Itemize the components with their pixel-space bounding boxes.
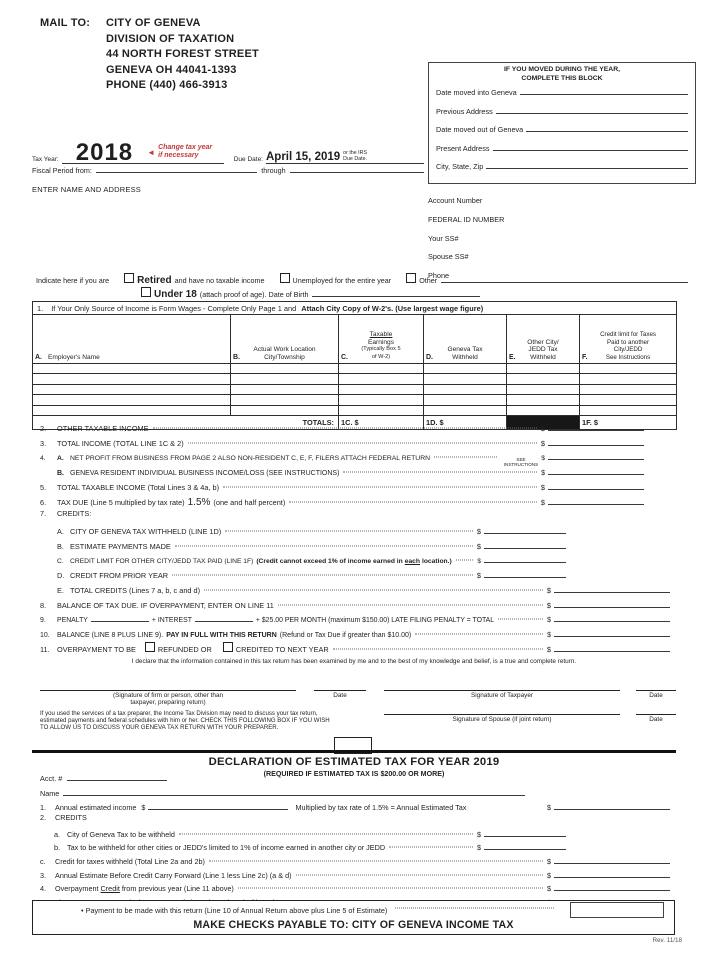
under18-checkbox[interactable] [141, 287, 151, 297]
mail-to-label: MAIL TO: [40, 17, 91, 29]
retired-label: Retired [137, 275, 172, 286]
wage-row [33, 364, 677, 374]
present-address-field[interactable] [493, 141, 688, 151]
dotted-leader [179, 833, 473, 834]
moved-during-year-box [428, 62, 696, 184]
wage-table [32, 301, 677, 430]
revision-label: Rev. 11/18 [652, 937, 682, 944]
wage-row [33, 384, 677, 394]
mail-to-block [40, 16, 259, 94]
amount-line[interactable] [554, 612, 670, 622]
your-ssn-label: Your SS# [428, 233, 459, 243]
preparer-date-line[interactable] [314, 690, 366, 691]
due-date-alt-note: or the IRS Due Date. [343, 150, 368, 163]
dotted-leader [415, 634, 543, 635]
line-5: 5. TOTAL TAXABLE INCOME (Total Lines 3 & 4a, b) $ [32, 480, 676, 495]
line-4a-amount: $ [541, 450, 644, 462]
amount-line[interactable] [554, 598, 670, 608]
amount-line[interactable] [548, 465, 644, 475]
total-1c-cell[interactable]: 1C. $ [339, 415, 424, 429]
amount-line[interactable] [484, 524, 566, 534]
line-6: 6. TAX DUE (Line 5 multiplied by tax rate) 1.5% (one and half percent) $ [32, 495, 676, 510]
dotted-leader [289, 501, 537, 502]
amount-line[interactable] [484, 827, 566, 837]
line-7a: A. CITY OF GENEVA TAX WITHHELD (LINE 1D) $ [32, 524, 676, 539]
amount-line[interactable] [548, 436, 644, 446]
dotted-leader [175, 545, 473, 546]
tax-year-label: Tax Year: [32, 156, 59, 163]
retired-suffix: and have no taxable income [174, 276, 265, 285]
estimate-line-2a: a. City of Geneva Tax to be withheld $ [32, 827, 676, 841]
dotted-leader [333, 648, 543, 649]
wage-cell[interactable] [33, 395, 231, 405]
col-taxable-earnings-header: C. Taxable Earnings (Typically Box 5 of W-2) [339, 315, 424, 364]
status-row-2 [36, 287, 688, 301]
address-line: CITY OF GENEVA [106, 17, 201, 29]
fiscal-period-row [32, 164, 424, 181]
interest-field[interactable] [195, 612, 253, 622]
col-credit-limit-header: F. Credit limit for Taxes Paid to another City/JEDD See Instructions [580, 315, 677, 364]
line-2-amount: $ [541, 421, 644, 433]
change-tax-year-note: Change tax year if necessary [158, 144, 213, 159]
declaration-statement: I declare that the information contained in this tax return has been examined by me and to the best of my knowledge and belief, is a true and complete return. [131, 657, 577, 665]
payment-amount-box[interactable] [570, 902, 664, 918]
amount-line[interactable] [554, 881, 670, 891]
fiscal-through-field[interactable] [290, 164, 424, 173]
line-10: 10. BALANCE (LINE 8 PLUS LINE 9). PAY IN FULL WITH THIS RETURN (Refund or Tax Due if greater than $10.00) $ [32, 627, 676, 642]
other-field[interactable] [441, 273, 688, 283]
tax-year-line[interactable] [62, 139, 224, 166]
spouse-signature-line[interactable] [384, 714, 620, 715]
line-7c-amount: $ [477, 553, 566, 565]
preparer-date-caption: Date [333, 692, 347, 699]
line-7b: B. ESTIMATE PAYMENTS MADE $ [32, 539, 676, 554]
date-moved-into-field[interactable] [520, 85, 688, 95]
annual-estimated-income-field[interactable] [148, 800, 288, 810]
amount-line[interactable] [554, 854, 670, 864]
dotted-leader [278, 604, 543, 605]
retired-checkbox[interactable] [124, 273, 134, 283]
wage-row [33, 395, 677, 405]
wage-row [33, 405, 677, 415]
name-field[interactable] [63, 786, 525, 796]
amount-line[interactable] [554, 868, 670, 878]
estimate-3-amount: $ [547, 868, 670, 880]
estimated-tax-section [32, 756, 676, 908]
line-9: 9. PENALTY + INTEREST + $25.00 PER MONTH (maximum $150.00) LATE FILING PENALTY = TOTAL $ [32, 612, 676, 627]
dotted-leader [238, 888, 543, 889]
refunded-checkbox[interactable] [145, 642, 155, 652]
line1-number: 1. [37, 303, 44, 313]
amount-line[interactable] [484, 553, 566, 563]
dotted-leader [153, 428, 537, 429]
city-state-zip-field[interactable] [486, 159, 688, 169]
wage-table-title-row [33, 302, 677, 315]
address-line: GENEVA OH 44041-1393 [106, 63, 237, 76]
amount-line[interactable] [484, 568, 566, 578]
total-1f-cell[interactable]: 1F. $ [580, 415, 677, 429]
dotted-leader [498, 619, 543, 620]
line-7e: E. TOTAL CREDITS (Lines 7 a, b, c and d) $ [32, 583, 676, 598]
estimate-subtitle: (REQUIRED IF ESTIMATED TAX IS $200.00 OR MORE) [263, 770, 445, 778]
moved-field-row: Date moved into Geneva [436, 85, 688, 104]
amount-line[interactable] [548, 450, 644, 460]
line-7d: D. CREDIT FROM PRIOR YEAR $ [32, 568, 676, 583]
dotted-leader [172, 575, 473, 576]
estimate-2b-amount: $ [477, 840, 566, 852]
estimate-acct-row [40, 771, 167, 783]
address-line: DIVISION OF TAXATION [106, 32, 235, 45]
filing-status-section [36, 273, 688, 300]
estimate-2a-amount: $ [477, 827, 566, 839]
amount-line[interactable] [484, 539, 566, 549]
line-5-amount: $ [541, 480, 644, 492]
line-9-amount: $ [547, 612, 670, 624]
estimate-line-2c: c. Credit for taxes withheld (Total Line 2a and 2b) $ [32, 854, 676, 868]
estimate-2c-amount: $ [547, 854, 670, 866]
estimate-line-1: 1. Annual estimated income $ Multiplied by tax rate of 1.5% = Annual Estimated Tax $ [32, 800, 676, 814]
amount-line[interactable] [554, 800, 670, 810]
totals-label: TOTALS: [33, 415, 339, 429]
line-7d-amount: $ [477, 568, 566, 580]
unemployed-label: Unemployed for the entire year [292, 276, 392, 285]
amount-line[interactable] [548, 421, 644, 431]
return-lines-section [32, 421, 676, 669]
due-date-value: April 15, 2019 [266, 151, 341, 163]
dotted-leader [456, 560, 474, 561]
signature-section [32, 682, 676, 750]
line-7: 7. CREDITS: [40, 509, 92, 519]
estimate-line-2b: b. Tax to be withheld for other cities or JEDD's limited to 1% of income earned in another city or JEDD $ [32, 840, 676, 854]
line-11: 11. OVERPAYMENT TO BE REFUNDED OR CREDITED TO NEXT YEAR $ [32, 642, 676, 657]
estimate-line-3: 3. Annual Estimate Before Credit Carry Forward (Line 1 less Line 2c) (a & d) $ [32, 868, 676, 882]
spouse-date-caption: Date [649, 716, 663, 723]
spouse-signature-caption: Signature of Spouse (if joint return) [452, 716, 552, 723]
amount-line[interactable] [554, 627, 670, 637]
tax-year-row [32, 128, 424, 164]
status-prompt: Indicate here if you are [36, 276, 110, 285]
address-line: PHONE (440) 466-3913 [106, 79, 228, 92]
col-geneva-tax-header: D. Geneva Tax Withheld [424, 315, 507, 364]
change-arrow-icon: ◄ [147, 148, 156, 157]
line-7c: C. CREDIT LIMIT FOR OTHER CITY/JEDD TAX PAID (LINE 1F) (Credit cannot exceed 1% of income earned in each location.) $ [32, 553, 676, 568]
account-number-label: Account Number [428, 196, 483, 205]
due-date-label: Due Date: [233, 156, 263, 163]
line-11-amount: $ [547, 642, 670, 654]
line-3: 3. TOTAL INCOME (TOTAL LINE 1C & 2) $ [32, 436, 676, 451]
spouse-ssn-label: Spouse SS# [428, 252, 469, 262]
amount-line[interactable] [554, 583, 670, 593]
line1-bold-text: Attach City Copy of W-2's. (Use largest wage figure) [301, 303, 484, 313]
wage-cell[interactable] [33, 364, 231, 374]
see-instructions-note: SEE INSTRUCTIONS [503, 457, 539, 468]
credited-checkbox[interactable] [223, 642, 233, 652]
date-of-birth-field[interactable] [312, 287, 480, 297]
moved-field-row: City, State, Zip [436, 159, 688, 178]
estimate-title: DECLARATION OF ESTIMATED TAX FOR YEAR 2019 [208, 756, 500, 768]
dotted-leader [434, 457, 497, 458]
col-employer-header: A. Employer's Name [33, 315, 231, 364]
payment-box [32, 900, 675, 935]
spouse-date-line[interactable] [636, 714, 676, 715]
wage-row [33, 374, 677, 384]
line-4a: 4. A. NET PROFIT FROM BUSINESS FROM PAGE 2 ALSO NON-RESIDENT C, E, F, FILERS ATTACH FEDERAL RETURN SEE INSTRUCTIONS $ [32, 450, 676, 465]
other-label: Other [419, 276, 438, 285]
col-work-location-header: B. Actual Work Location City/Township [231, 315, 339, 364]
amount-line[interactable] [484, 840, 566, 850]
estimate-line-2: 2. CREDITS [40, 813, 87, 823]
taxpayer-date-line[interactable] [636, 690, 676, 691]
dotted-leader [223, 486, 537, 487]
federal-id-label: FEDERAL ID NUMBER [428, 214, 505, 224]
under18-label: Under 18 [154, 288, 197, 300]
estimate-line-1-amount: $ [547, 800, 670, 812]
total-1d-cell[interactable]: 1D. $ [424, 415, 507, 429]
moved-field-row: Date moved out of Geneva [436, 122, 688, 141]
previous-address-field[interactable] [496, 104, 688, 114]
wage-cell[interactable] [33, 374, 231, 384]
phone-label: Phone [428, 271, 450, 281]
line-2: 2. OTHER TAXABLE INCOME $ [32, 421, 676, 436]
taxpayer-signature-caption: Signature of Taxpayer [470, 692, 534, 699]
estimate-4-amount: $ [547, 881, 670, 893]
due-date-line [266, 151, 424, 164]
amount-line[interactable] [554, 642, 670, 652]
dotted-leader [209, 860, 543, 861]
credit-limit-note: (Credit cannot exceed 1% of income earned in each location.) [256, 558, 452, 566]
dotted-leader [343, 472, 537, 473]
fiscal-period-label: Fiscal Period from: [32, 166, 92, 175]
other-checkbox[interactable] [406, 273, 416, 283]
dotted-leader [296, 874, 543, 875]
make-checks-label: MAKE CHECKS PAYABLE TO: CITY OF GENEVA INCOME TAX [193, 919, 514, 931]
mail-to-address [106, 16, 259, 94]
tax-year-value: 2018 [75, 139, 134, 166]
line-4b: B. GENEVA RESIDENT INDIVIDUAL BUSINESS INCOME/LOSS (SEE INSTRUCTIONS) $ [32, 465, 676, 480]
dotted-leader [204, 589, 543, 590]
tax-year-section [32, 128, 424, 194]
line-3-amount: $ [541, 436, 644, 448]
wage-table-header-row [33, 315, 677, 364]
wage-cell[interactable] [33, 405, 231, 415]
estimate-header [32, 756, 676, 786]
dotted-leader [188, 442, 537, 443]
line-7a-amount: $ [477, 524, 566, 536]
status-row-1 [36, 273, 688, 287]
acct-number-field[interactable] [67, 771, 167, 781]
line-7b-amount: $ [477, 539, 566, 551]
amount-line[interactable] [548, 495, 644, 505]
acct-label: Acct. # [40, 774, 63, 783]
address-line: 44 NORTH FOREST STREET [106, 48, 259, 61]
unemployed-checkbox[interactable] [280, 273, 290, 283]
line-8-amount: $ [547, 598, 670, 610]
taxpayer-signature-line[interactable] [384, 690, 620, 691]
taxpayer-date-caption: Date [649, 692, 663, 699]
estimate-name-row [32, 786, 676, 800]
name-label: Name [40, 789, 60, 798]
line-6-amount: $ [541, 495, 644, 507]
dotted-leader [395, 907, 554, 908]
penalty-field[interactable] [91, 612, 149, 622]
fiscal-from-field[interactable] [96, 164, 257, 173]
line1-text: If Your Only Source of Income is Form Wages - Complete Only Page 1 and [51, 303, 297, 313]
under18-suffix: (attach proof of age). Date of Birth [199, 289, 309, 299]
wage-cell[interactable] [33, 384, 231, 394]
preparer-signature-line[interactable] [40, 690, 296, 691]
line-4b-amount: $ [541, 465, 644, 477]
enter-name-address-label: ENTER NAME AND ADDRESS [32, 185, 142, 194]
date-moved-out-field[interactable] [526, 122, 688, 132]
dotted-leader [225, 531, 473, 532]
tax-rate-value: 1.5% [187, 496, 211, 508]
preparer-discussion-note: If you used the services of a tax preparer, the Income Tax Division may need to discuss your tax return, estimated payments and federal schedules with him or her. CHECK THIS FOLLOWING BOX IF YOU WISH TO ALLOW US TO DISCUSS YOUR GENEVA TAX RETURN WITH YOUR PREPARER. [40, 710, 330, 731]
preparer-signature-caption: (Signature of firm or person, other than taxpayer, preparing return) [112, 692, 224, 707]
moved-field-row: Previous Address [436, 104, 688, 123]
line-8: 8. BALANCE OF TAX DUE. IF OVERPAYMENT, ENTER ON LINE 11 $ [32, 598, 676, 613]
amount-line[interactable] [548, 480, 644, 490]
col-other-city-header: E. Other City/ JEDD Tax Withheld [507, 315, 580, 364]
payment-text: • Payment to be made with this return (Line 10 of Annual Return above plus Line 5 of Estimate) [81, 905, 388, 915]
dotted-leader [389, 847, 473, 848]
line-10-amount: $ [547, 627, 670, 639]
through-label: through [261, 166, 286, 175]
estimate-line-4: 4. Overpayment Credit from previous year (Line 11 above) $ [32, 881, 676, 895]
moved-field-row: Present Address [436, 141, 688, 160]
section-divider [32, 750, 676, 753]
payment-row [33, 901, 674, 919]
moved-box-title: IF YOU MOVED DURING THE YEAR, COMPLETE THIS BLOCK [503, 66, 621, 82]
line-7e-amount: $ [547, 583, 670, 595]
